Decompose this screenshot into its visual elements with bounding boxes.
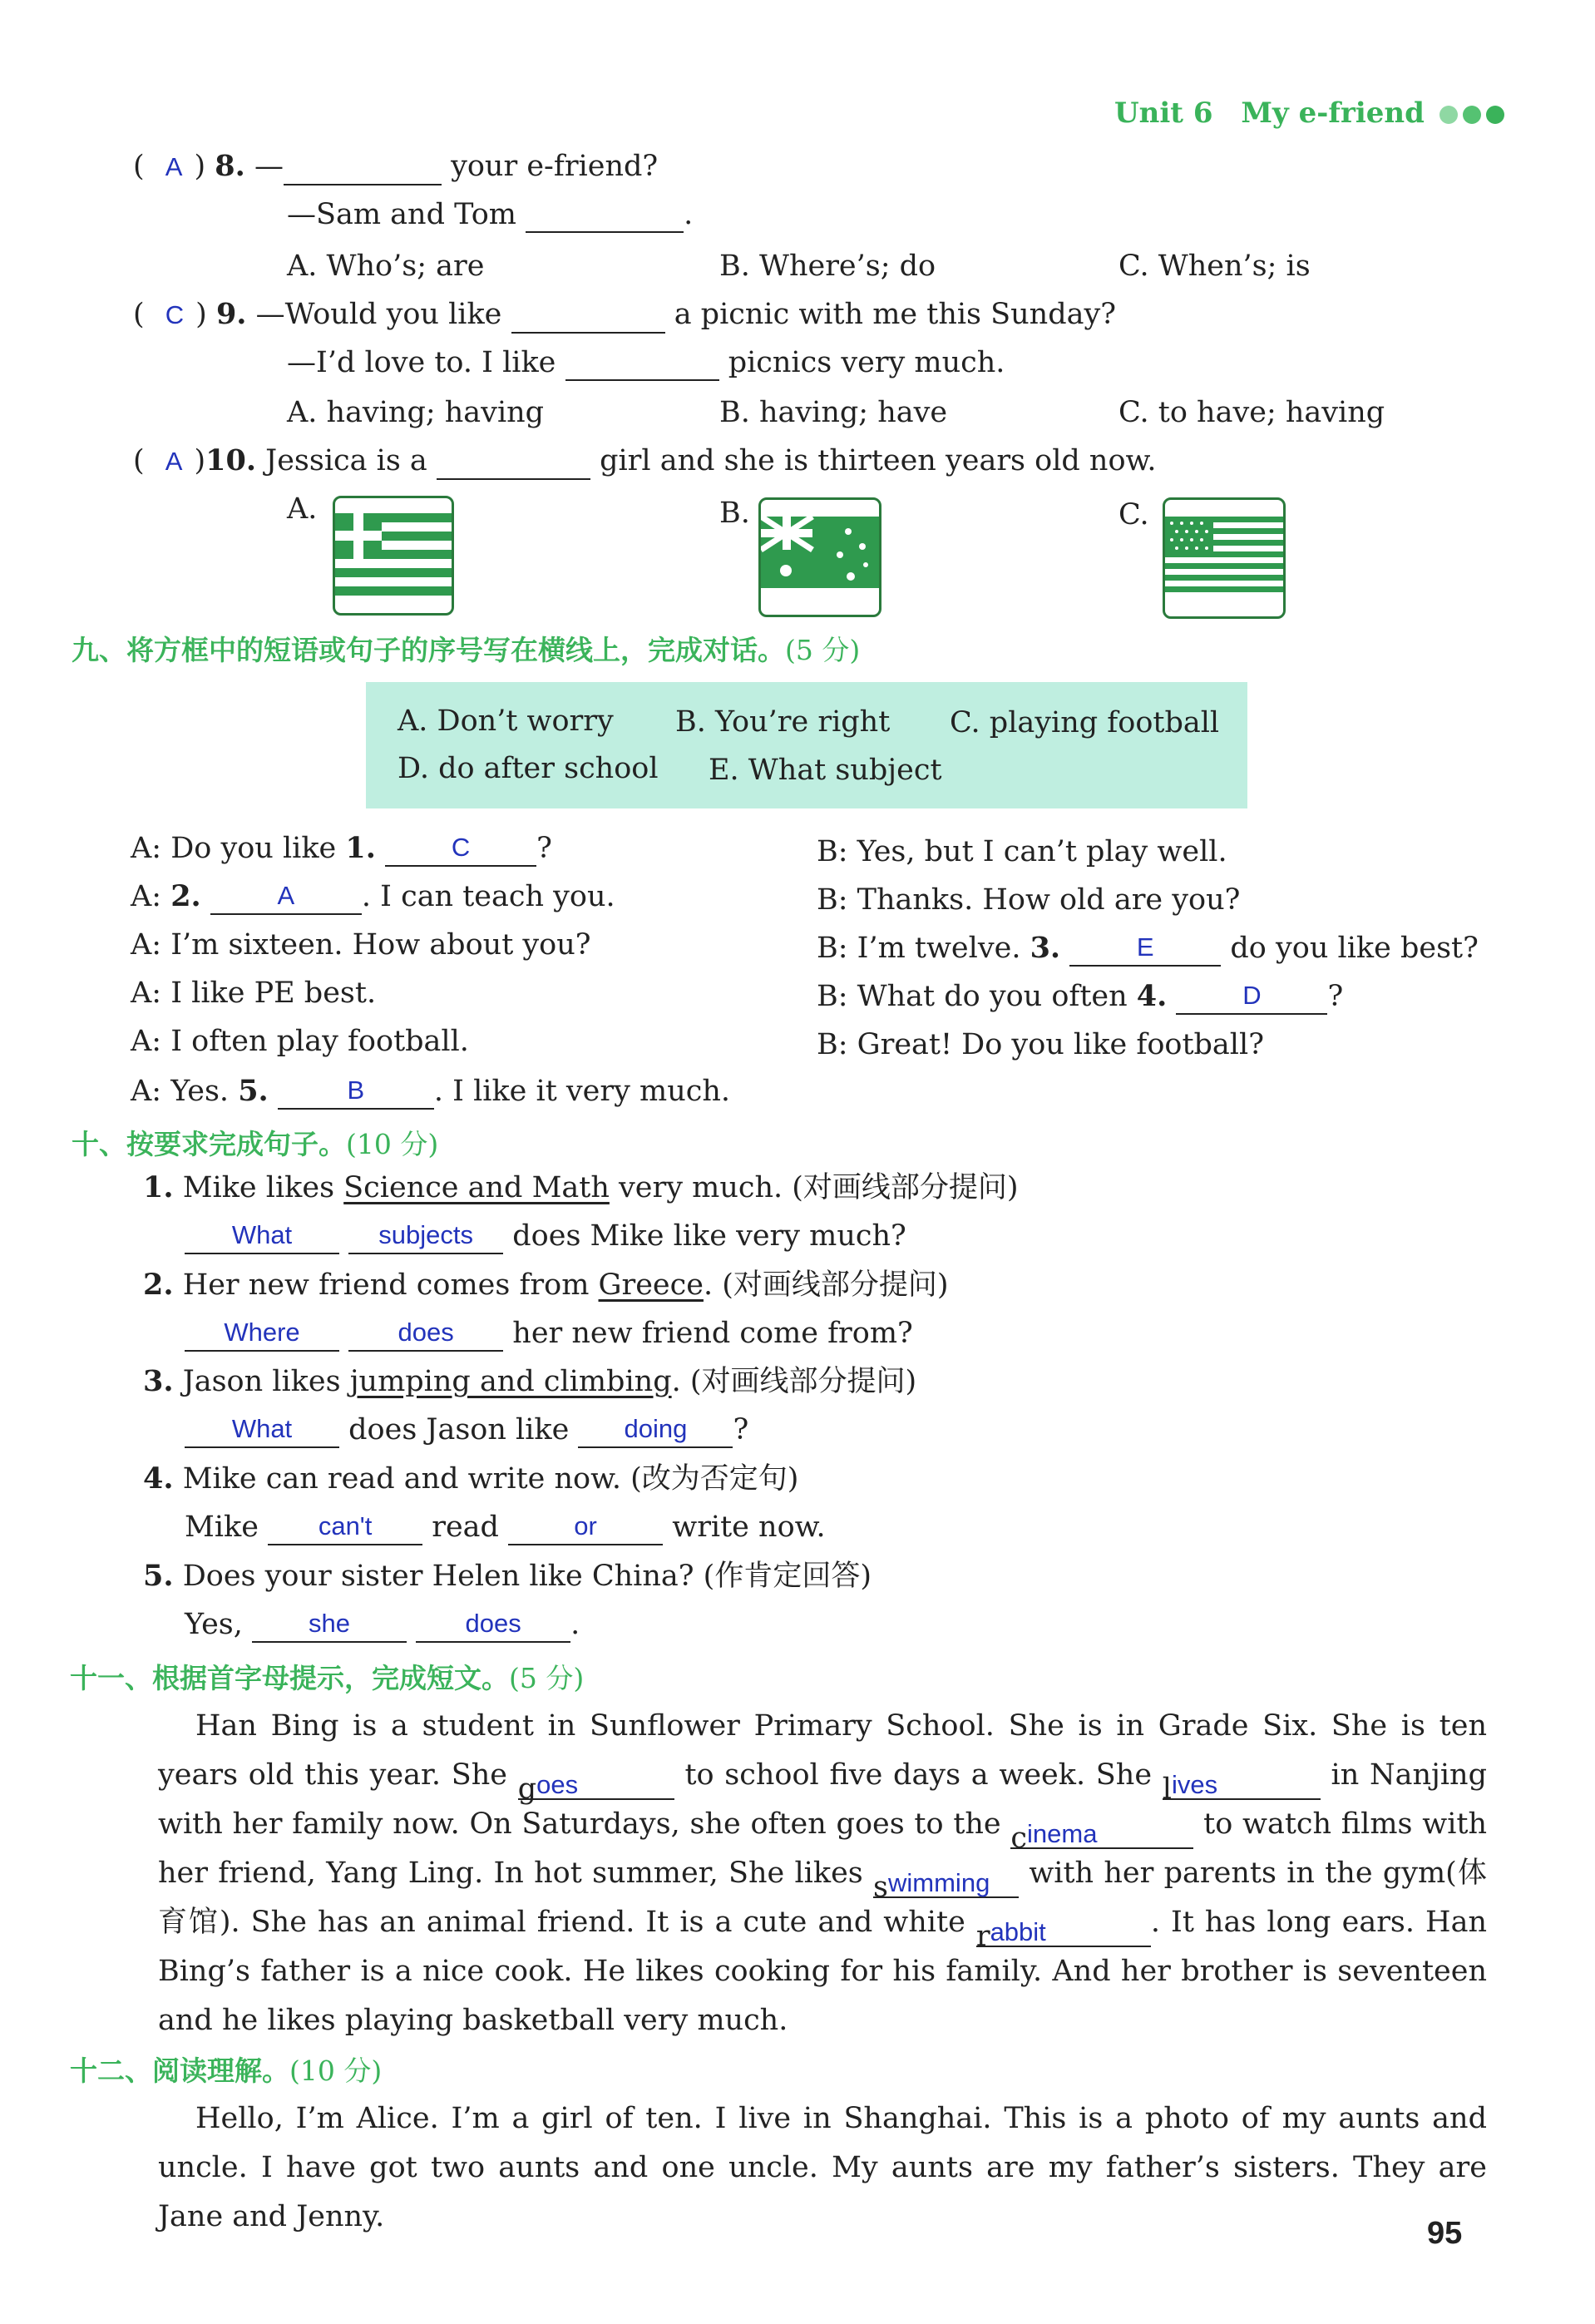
question-text: a picnic with me this Sunday? <box>674 298 1117 331</box>
rewrite-item-5 <box>143 1558 872 1595</box>
item-text: . <box>570 1608 580 1641</box>
question-text: your e-friend? <box>451 150 659 183</box>
passage-text: to school five days a week. She <box>674 1758 1163 1792</box>
box-item-c: C. playing football <box>950 706 1220 739</box>
blank <box>526 200 684 233</box>
rewrite-item-4 <box>143 1461 798 1497</box>
item-text: does Mike like very much? <box>512 1219 906 1253</box>
answer: subjects <box>378 1220 473 1249</box>
blank <box>873 1863 1019 1904</box>
answer: doing <box>624 1414 688 1443</box>
dialogue-line <box>817 978 1343 1015</box>
section-points: (10 分) <box>346 1128 439 1160</box>
question-number: 10. <box>205 443 257 477</box>
blank <box>1176 982 1327 1015</box>
blank <box>252 1609 407 1643</box>
answer: What <box>231 1414 293 1443</box>
answer: What <box>231 1220 293 1249</box>
passage-text: with her parents in the gym(体育馆). She has an animal friend. It is a cute and white <box>158 1857 1487 1939</box>
dialogue-line <box>131 878 615 915</box>
rewrite-item-3 <box>143 1363 916 1400</box>
option-b: B. <box>719 497 750 530</box>
item-text: Mike <box>185 1511 259 1544</box>
question-number: 8. <box>215 149 245 183</box>
item-text: . (对画线部分提问) <box>671 1365 917 1398</box>
item-number: 2. <box>143 1268 174 1302</box>
question-number: 9. <box>215 297 247 331</box>
blank <box>578 1415 733 1448</box>
section-points: (5 分) <box>785 634 861 666</box>
question-8: ( A ) 8. — your e-friend? <box>133 148 658 185</box>
rewrite-item-2 <box>143 1267 949 1303</box>
underlined-text: Science and Math <box>343 1171 610 1204</box>
hint-letter: g <box>517 1773 537 1806</box>
usa-flag-icon <box>1163 497 1286 619</box>
blank <box>508 1512 663 1545</box>
passage-text: in Nanjing with her family now. On Saturdays, she often goes to the <box>158 1758 1487 1841</box>
blank <box>268 1512 422 1545</box>
dialogue-line <box>131 830 552 867</box>
answer: A <box>165 447 183 476</box>
rewrite-answer-1 <box>185 1218 906 1254</box>
option-a: A. Who’s; are <box>287 250 485 283</box>
question-10: ( A )10. Jessica is a girl and she is thirteen years old now. <box>133 443 1156 480</box>
answer: E <box>1136 932 1154 962</box>
hint-letter: c <box>1010 1822 1027 1855</box>
section-title: 九、将方框中的短语或句子的序号写在横线上，完成对话。 <box>72 634 785 666</box>
blank <box>565 348 719 381</box>
dialogue-line: B: Thanks. How old are you? <box>817 883 1241 917</box>
item-text: Mike can read and write now. (改为否定句) <box>182 1462 799 1496</box>
question-text: Jessica is a <box>265 444 427 477</box>
option-a: A. <box>287 492 318 526</box>
underlined-text: Greece <box>598 1268 704 1302</box>
dialogue-line: A: I often play football. <box>131 1025 469 1058</box>
dialogue-line: A: I’m sixteen. How about you? <box>131 928 591 962</box>
box-item-b: B. You’re right <box>675 705 891 739</box>
dialogue-text: . I like it very much. <box>433 1075 731 1108</box>
dialogue-text: A: Do you like <box>131 832 346 865</box>
dialogue-text: do you like best? <box>1230 932 1479 965</box>
answer: inema <box>1027 1819 1098 1848</box>
answer: B <box>347 1075 365 1105</box>
unit-header <box>1114 96 1504 130</box>
header-dots <box>1435 96 1504 130</box>
item-text: Does your sister Helen like China? (作肯定回答) <box>182 1560 872 1593</box>
option-a: A. having; having <box>287 396 545 429</box>
option-b: B. having; have <box>719 396 948 429</box>
dialogue-line <box>817 930 1479 967</box>
answer: can't <box>318 1511 373 1540</box>
box-item-a: A. Don’t worry <box>398 705 614 738</box>
page-number: 95 <box>1427 2216 1463 2251</box>
dialogue-line: B: Great! Do you like football? <box>817 1028 1264 1061</box>
answer: A <box>277 881 295 910</box>
passage-text: Han Bing is a student in Sunflower Primary School. She is in Grade Six. She is ten years old this year. She <box>158 1709 1487 1792</box>
passage-text: . It has long ears. Han Bing’s father is a nice cook. He likes cooking for his family. And her brother is seventeen and he likes playing basketball very much. <box>158 1906 1487 2037</box>
blank <box>385 833 536 867</box>
blank <box>185 1318 339 1352</box>
blank <box>416 1609 570 1643</box>
item-text: Her new friend comes from <box>182 1268 599 1302</box>
dialogue-text: A: Yes. <box>131 1075 239 1108</box>
item-text: ? <box>733 1413 749 1446</box>
answer: C <box>165 300 185 329</box>
box-item-e: E. What subject <box>709 754 942 787</box>
blank <box>1010 1814 1193 1855</box>
item-number: 3. <box>143 1364 174 1398</box>
question-9-line2 <box>287 344 1005 381</box>
unit-label: Unit 6 <box>1114 96 1213 130</box>
dialogue-text: B: What do you often <box>817 980 1137 1013</box>
box-item-d: D. do after school <box>398 752 659 785</box>
rewrite-answer-3 <box>185 1412 748 1448</box>
blank <box>511 300 665 334</box>
item-text: read <box>432 1511 499 1544</box>
dialogue-text: A: <box>131 880 171 913</box>
blank <box>185 1415 339 1448</box>
item-number: 1. <box>143 1170 174 1204</box>
dot-icon <box>1486 106 1504 124</box>
dialogue-line: A: I like PE best. <box>131 977 377 1010</box>
item-number: 4. <box>143 1461 174 1496</box>
section-points: (10 分) <box>289 2055 383 2087</box>
underlined-text: jumping and climbing <box>349 1365 672 1398</box>
option-b: B. Where’s; do <box>719 250 936 283</box>
dot-icon <box>1463 106 1481 124</box>
blank <box>348 1221 503 1254</box>
blank-number: 4. <box>1136 979 1168 1013</box>
answer: C <box>451 833 471 862</box>
question-text: —I’d love to. I like <box>287 346 556 379</box>
blank <box>210 882 362 915</box>
blank <box>437 447 590 480</box>
answer: she <box>309 1609 350 1638</box>
question-text: girl and she is thirteen years old now. <box>600 444 1157 477</box>
question-text: . <box>684 198 694 231</box>
section-9-title <box>72 629 860 668</box>
option-c: C. When’s; is <box>1118 250 1311 283</box>
dot-icon <box>1439 106 1458 124</box>
blank-number: 2. <box>170 879 201 913</box>
reading-passage <box>158 2094 1487 2242</box>
item-text: Jason likes <box>182 1365 350 1398</box>
question-text: —Sam and Tom <box>287 198 516 231</box>
phrase-box <box>366 682 1247 808</box>
option-c: C. to have; having <box>1118 396 1385 429</box>
item-text: Yes, <box>185 1608 243 1641</box>
blank <box>975 1912 1151 1953</box>
hint-letter: l <box>1162 1773 1172 1806</box>
option-c: C. <box>1118 498 1149 532</box>
question-text: —Would you like <box>255 298 502 331</box>
blank-number: 5. <box>238 1074 269 1108</box>
rewrite-answer-4 <box>185 1509 826 1545</box>
section-10-title <box>72 1123 438 1162</box>
answer: D <box>1242 981 1262 1010</box>
question-9: ( C ) 9. —Would you like a picnic with me this Sunday? <box>133 296 1116 334</box>
item-text: Mike likes <box>182 1171 344 1204</box>
hint-letter: r <box>975 1920 990 1953</box>
blank <box>284 152 442 185</box>
blank <box>278 1076 434 1110</box>
answer: abbit <box>990 1917 1046 1946</box>
section-title: 十二、阅读理解。 <box>70 2055 289 2087</box>
item-text: her new friend come from? <box>512 1317 913 1350</box>
item-text: does Jason like <box>348 1413 570 1446</box>
answer: or <box>574 1511 597 1540</box>
dialogue-line <box>131 1073 730 1110</box>
section-title: 十一、根据首字母提示，完成短文。 <box>70 1662 509 1694</box>
blank-number: 1. <box>345 831 376 865</box>
answer: A <box>165 152 183 181</box>
blank-number: 3. <box>1030 931 1061 965</box>
unit-title: My e-friend <box>1241 96 1425 130</box>
answer: ives <box>1171 1770 1218 1799</box>
section-points: (5 分) <box>509 1662 585 1694</box>
rewrite-answer-5 <box>185 1606 580 1643</box>
rewrite-item-1 <box>143 1169 1019 1206</box>
greece-flag-icon <box>333 496 454 616</box>
cloze-passage <box>158 1702 1487 2045</box>
blank <box>1069 933 1221 967</box>
answer: does <box>398 1318 454 1347</box>
question-8-line2 <box>287 196 693 233</box>
answer: does <box>465 1609 521 1638</box>
section-12-title <box>70 2050 382 2089</box>
blank <box>1162 1765 1321 1806</box>
dialogue-line: B: Yes, but I can’t play well. <box>817 835 1227 868</box>
answer: wimming <box>888 1868 990 1897</box>
passage-text: Hello, I’m Alice. I’m a girl of ten. I live in Shanghai. This is a photo of my aunts and uncle. I have got two aunts and one uncle. My aunts are my father’s sisters. They are Jane and Jenny. <box>158 2102 1487 2233</box>
dialogue-text: ? <box>1327 980 1344 1013</box>
dialogue-text: B: I’m twelve. <box>817 932 1030 965</box>
question-text: picnics very much. <box>728 346 1005 379</box>
section-11-title <box>70 1657 584 1696</box>
rewrite-answer-2 <box>185 1315 913 1352</box>
item-text: . (对画线部分提问) <box>703 1268 949 1302</box>
hint-letter: s <box>873 1871 889 1904</box>
blank <box>348 1318 503 1352</box>
passage-text: to watch films with her friend, Yang Ling. In hot summer, She likes <box>158 1807 1487 1890</box>
question-text: — <box>254 150 284 183</box>
blank <box>517 1765 674 1806</box>
australia-flag-icon <box>758 497 881 617</box>
section-title: 十、按要求完成句子。 <box>72 1128 346 1160</box>
dialogue-text: ? <box>536 832 552 865</box>
blank <box>185 1221 339 1254</box>
answer: oes <box>536 1770 579 1799</box>
dialogue-text: . I can teach you. <box>361 880 615 913</box>
item-text: write now. <box>672 1511 826 1544</box>
item-text: very much. (对画线部分提问) <box>609 1171 1019 1204</box>
item-number: 5. <box>143 1559 174 1593</box>
answer: Where <box>224 1318 300 1347</box>
